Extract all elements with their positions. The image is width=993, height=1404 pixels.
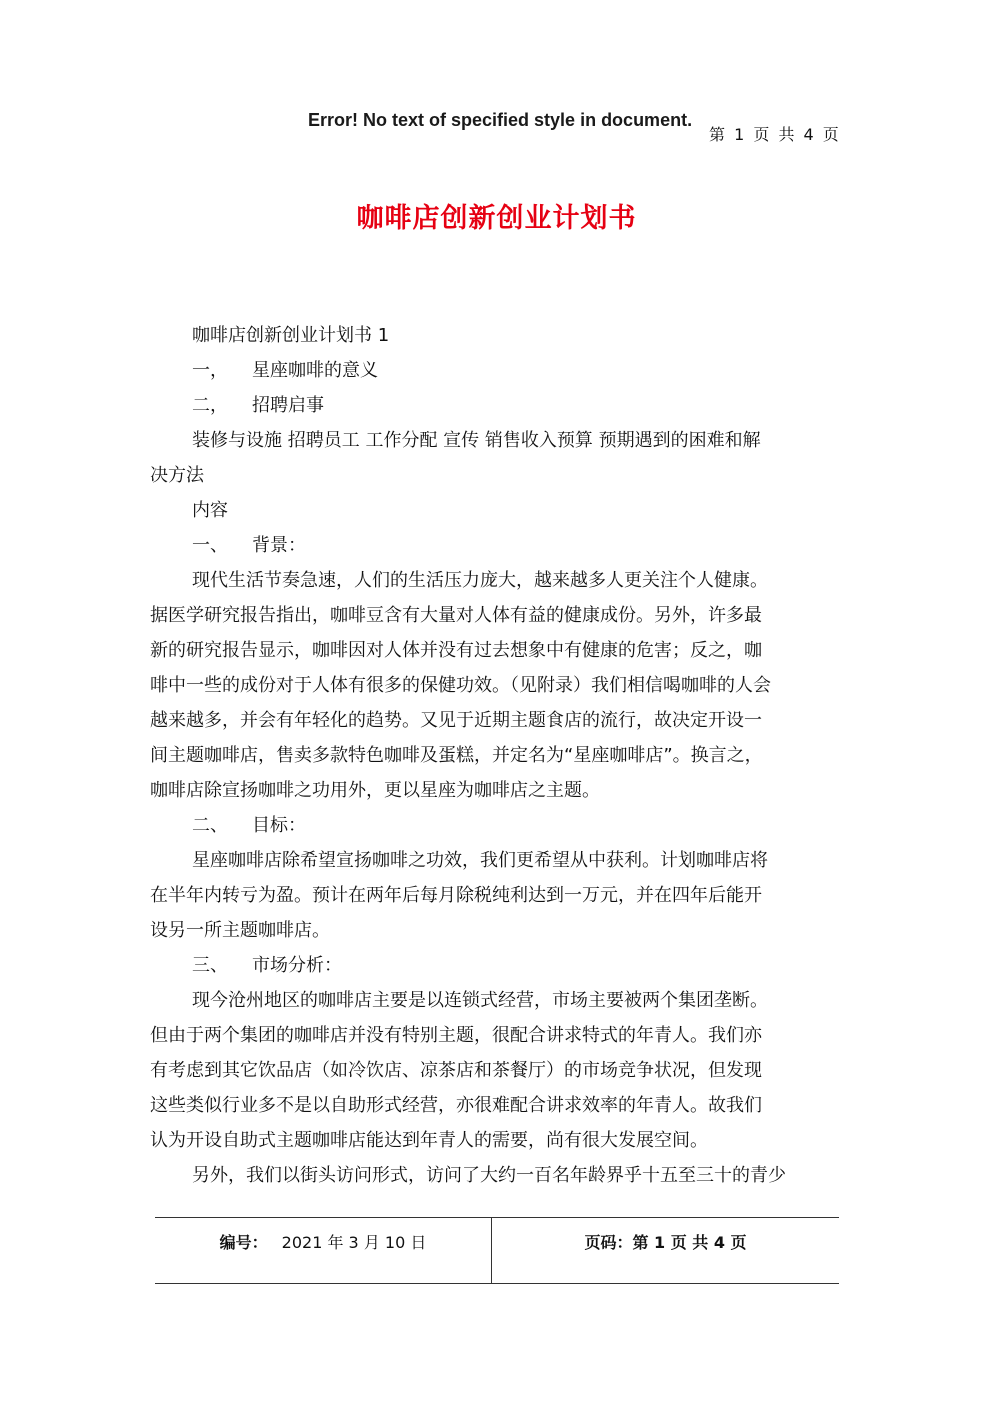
market-line: 现今沧州地区的咖啡店主要是以连锁式经营，市场主要被两个集团垄断。 [192, 990, 768, 1011]
toc-item-1-number: 一， [192, 360, 228, 381]
header-page-indicator: 第 1 页 共 4 页 [709, 125, 841, 144]
goal-line: 星座咖啡店除希望宣扬咖啡之功效，我们更希望从中获利。计划咖啡店将 [192, 850, 768, 871]
document-title: 咖啡店创新创业计划书 [356, 203, 637, 234]
section-3-heading [150, 948, 840, 983]
market-line: 有考虑到其它饮品店（如冷饮店、凉茶店和茶餐厅）的市场竞争状况，但发现 [150, 1060, 762, 1081]
content-label: 内容 [192, 500, 228, 521]
market-line: 认为开设自助式主题咖啡店能达到年青人的需要，尚有很大发展空间。 [150, 1130, 708, 1151]
footer-page-label: 页码：第 1 页 共 4 页 [584, 1233, 747, 1252]
footer-number-cell [155, 1218, 492, 1283]
section-1-heading [150, 528, 840, 563]
survey-line: 另外，我们以街头访问形式，访问了大约一百名年龄界乎十五至三十的青少 [192, 1165, 786, 1186]
section-2-heading [150, 808, 840, 843]
goal-line: 设另一所主题咖啡店。 [150, 920, 330, 941]
section-1-number: 一、 [192, 535, 228, 556]
toc-summary-line-2: 决方法 [150, 465, 204, 486]
toc-item-2-number: 二， [192, 395, 228, 416]
toc-item-2 [150, 388, 840, 423]
background-line: 咖啡店除宣扬咖啡之功用外，更以星座为咖啡店之主题。 [150, 780, 600, 801]
background-line: 新的研究报告显示，咖啡因对人体并没有过去想象中有健康的危害；反之，咖 [150, 640, 762, 661]
section-1-title: 背景： [252, 535, 306, 556]
document-body [150, 318, 840, 1193]
market-line: 这些类似行业多不是以自助形式经营，亦很难配合讲求效率的年青人。故我们 [150, 1095, 762, 1116]
toc-item-1-text: 星座咖啡的意义 [252, 360, 378, 381]
background-line: 现代生活节奏急速，人们的生活压力庞大，越来越多人更关注个人健康。 [192, 570, 768, 591]
section-3-title: 市场分析： [252, 955, 342, 976]
subtitle: 咖啡店创新创业计划书 1 [192, 325, 390, 346]
section-3-number: 三、 [192, 955, 228, 976]
market-line: 但由于两个集团的咖啡店并没有特别主题，很配合讲求特式的年青人。我们亦 [150, 1025, 762, 1046]
footer-table [155, 1217, 839, 1284]
toc-item-1 [150, 353, 840, 388]
background-line: 间主题咖啡店，售卖多款特色咖啡及蛋糕，并定名为“星座咖啡店”。换言之， [150, 745, 763, 766]
background-line: 越来越多，并会有年轻化的趋势。又见于近期主题食店的流行，故决定开设一 [150, 710, 762, 731]
goal-line: 在半年内转亏为盈。预计在两年后每月除税纯利达到一万元，并在四年后能开 [150, 885, 762, 906]
footer-page-cell [492, 1218, 839, 1283]
section-2-title: 目标： [252, 815, 306, 836]
footer-date: 2021 年 3 月 10 日 [281, 1233, 427, 1252]
toc-summary-line-1: 装修与设施 招聘员工 工作分配 宣传 销售收入预算 预期遇到的困难和解 [192, 430, 761, 451]
background-line: 啡中一些的成份对于人体有很多的保健功效。（见附录）我们相信喝咖啡的人会 [150, 675, 771, 696]
header-error-text: Error! No text of specified style in document. [308, 110, 693, 130]
toc-item-2-text: 招聘启事 [252, 395, 324, 416]
section-2-number: 二、 [192, 815, 228, 836]
background-line: 据医学研究报告指出，咖啡豆含有大量对人体有益的健康成份。另外，许多最 [150, 605, 762, 626]
footer-number-label: 编号： [219, 1233, 268, 1252]
